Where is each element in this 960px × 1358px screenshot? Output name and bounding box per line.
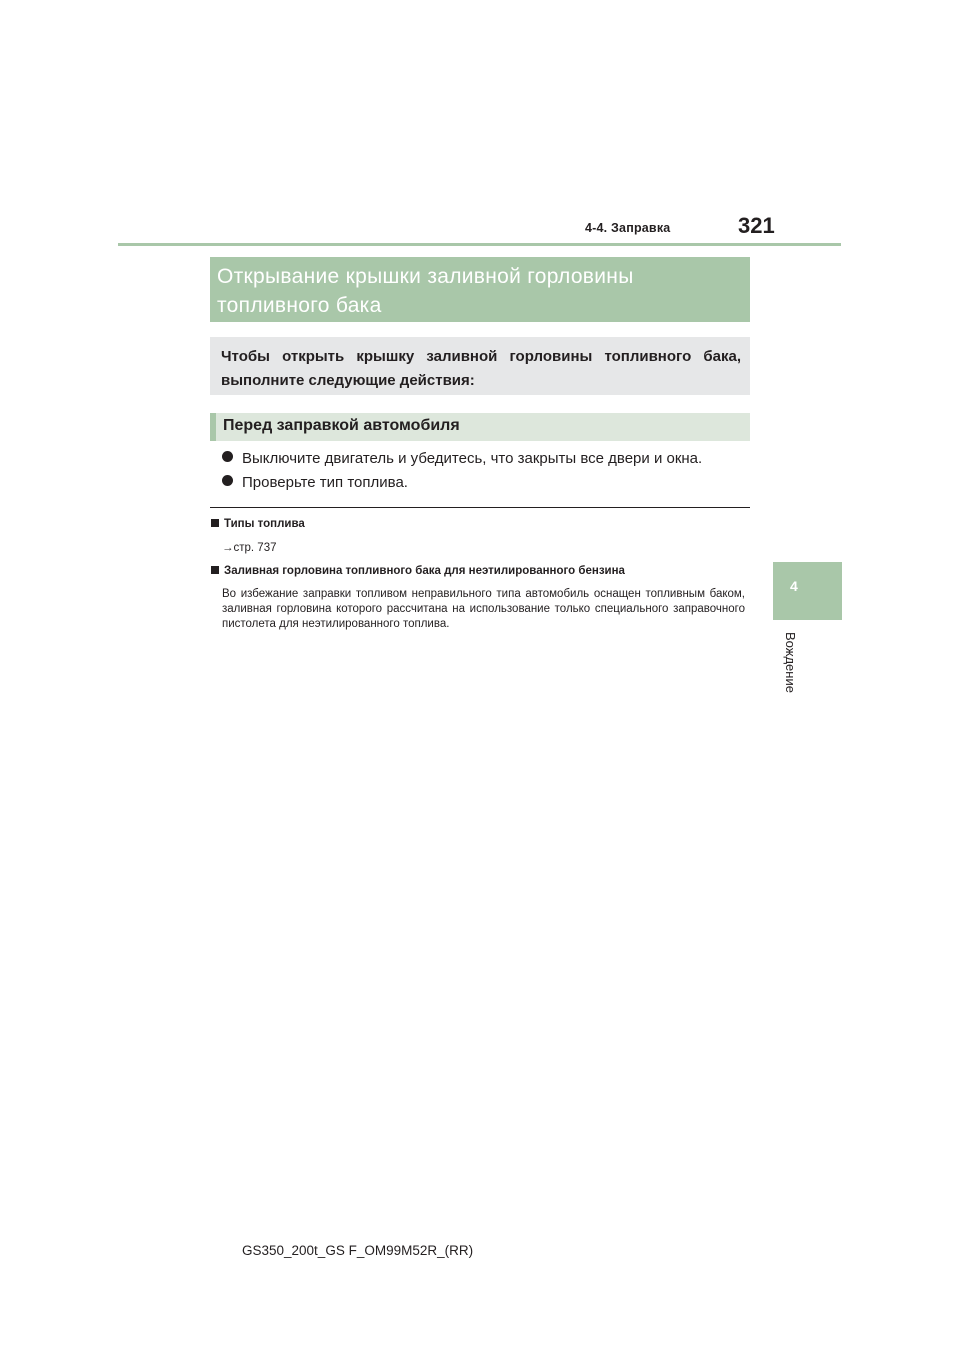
intro-text: Чтобы открыть крышку заливной горловины топливного бака, выполните следующие действия: [221,348,741,389]
header-divider [118,243,841,246]
section-header: 4-4. Заправка [585,221,671,235]
square-bullet-icon [211,519,219,527]
note-heading [211,565,625,577]
note-heading-text: Типы топлива [224,518,305,530]
note-heading-text: Заливная горловина топливного бака для неэтилированного бензина [224,565,625,577]
chapter-number: 4 [790,578,798,594]
chapter-title: Вождение [783,632,798,693]
subsection-accent-bar [210,413,216,441]
page-reference-link[interactable]: →стр. 737 [222,542,277,554]
list-item [222,474,408,491]
chapter-tab[interactable] [773,562,842,620]
page-title: Открывание крышки заливной горловины топливного бака [217,265,634,317]
bullet-text: Выключите двигатель и убедитесь, что закрыты все двери и окна. [242,450,703,467]
section-divider [210,507,750,508]
note-body: Во избежание заправки топливом неправильного типа автомобиль оснащен топливным баком, заливная горловина которого рассчитана на использование только специального заправочного пистолета для неэтилированного топлива. [222,588,745,630]
document-code: GS350_200t_GS F_OM99M52R_(RR) [242,1243,474,1258]
bullet-text: Проверьте тип топлива. [242,474,408,491]
bullet-icon [222,451,233,462]
note-heading [211,518,305,530]
page-number: 321 [738,213,775,238]
subsection-title: Перед заправкой автомобиля [223,417,460,434]
square-bullet-icon [211,566,219,574]
bullet-icon [222,475,233,486]
list-item [222,450,702,467]
